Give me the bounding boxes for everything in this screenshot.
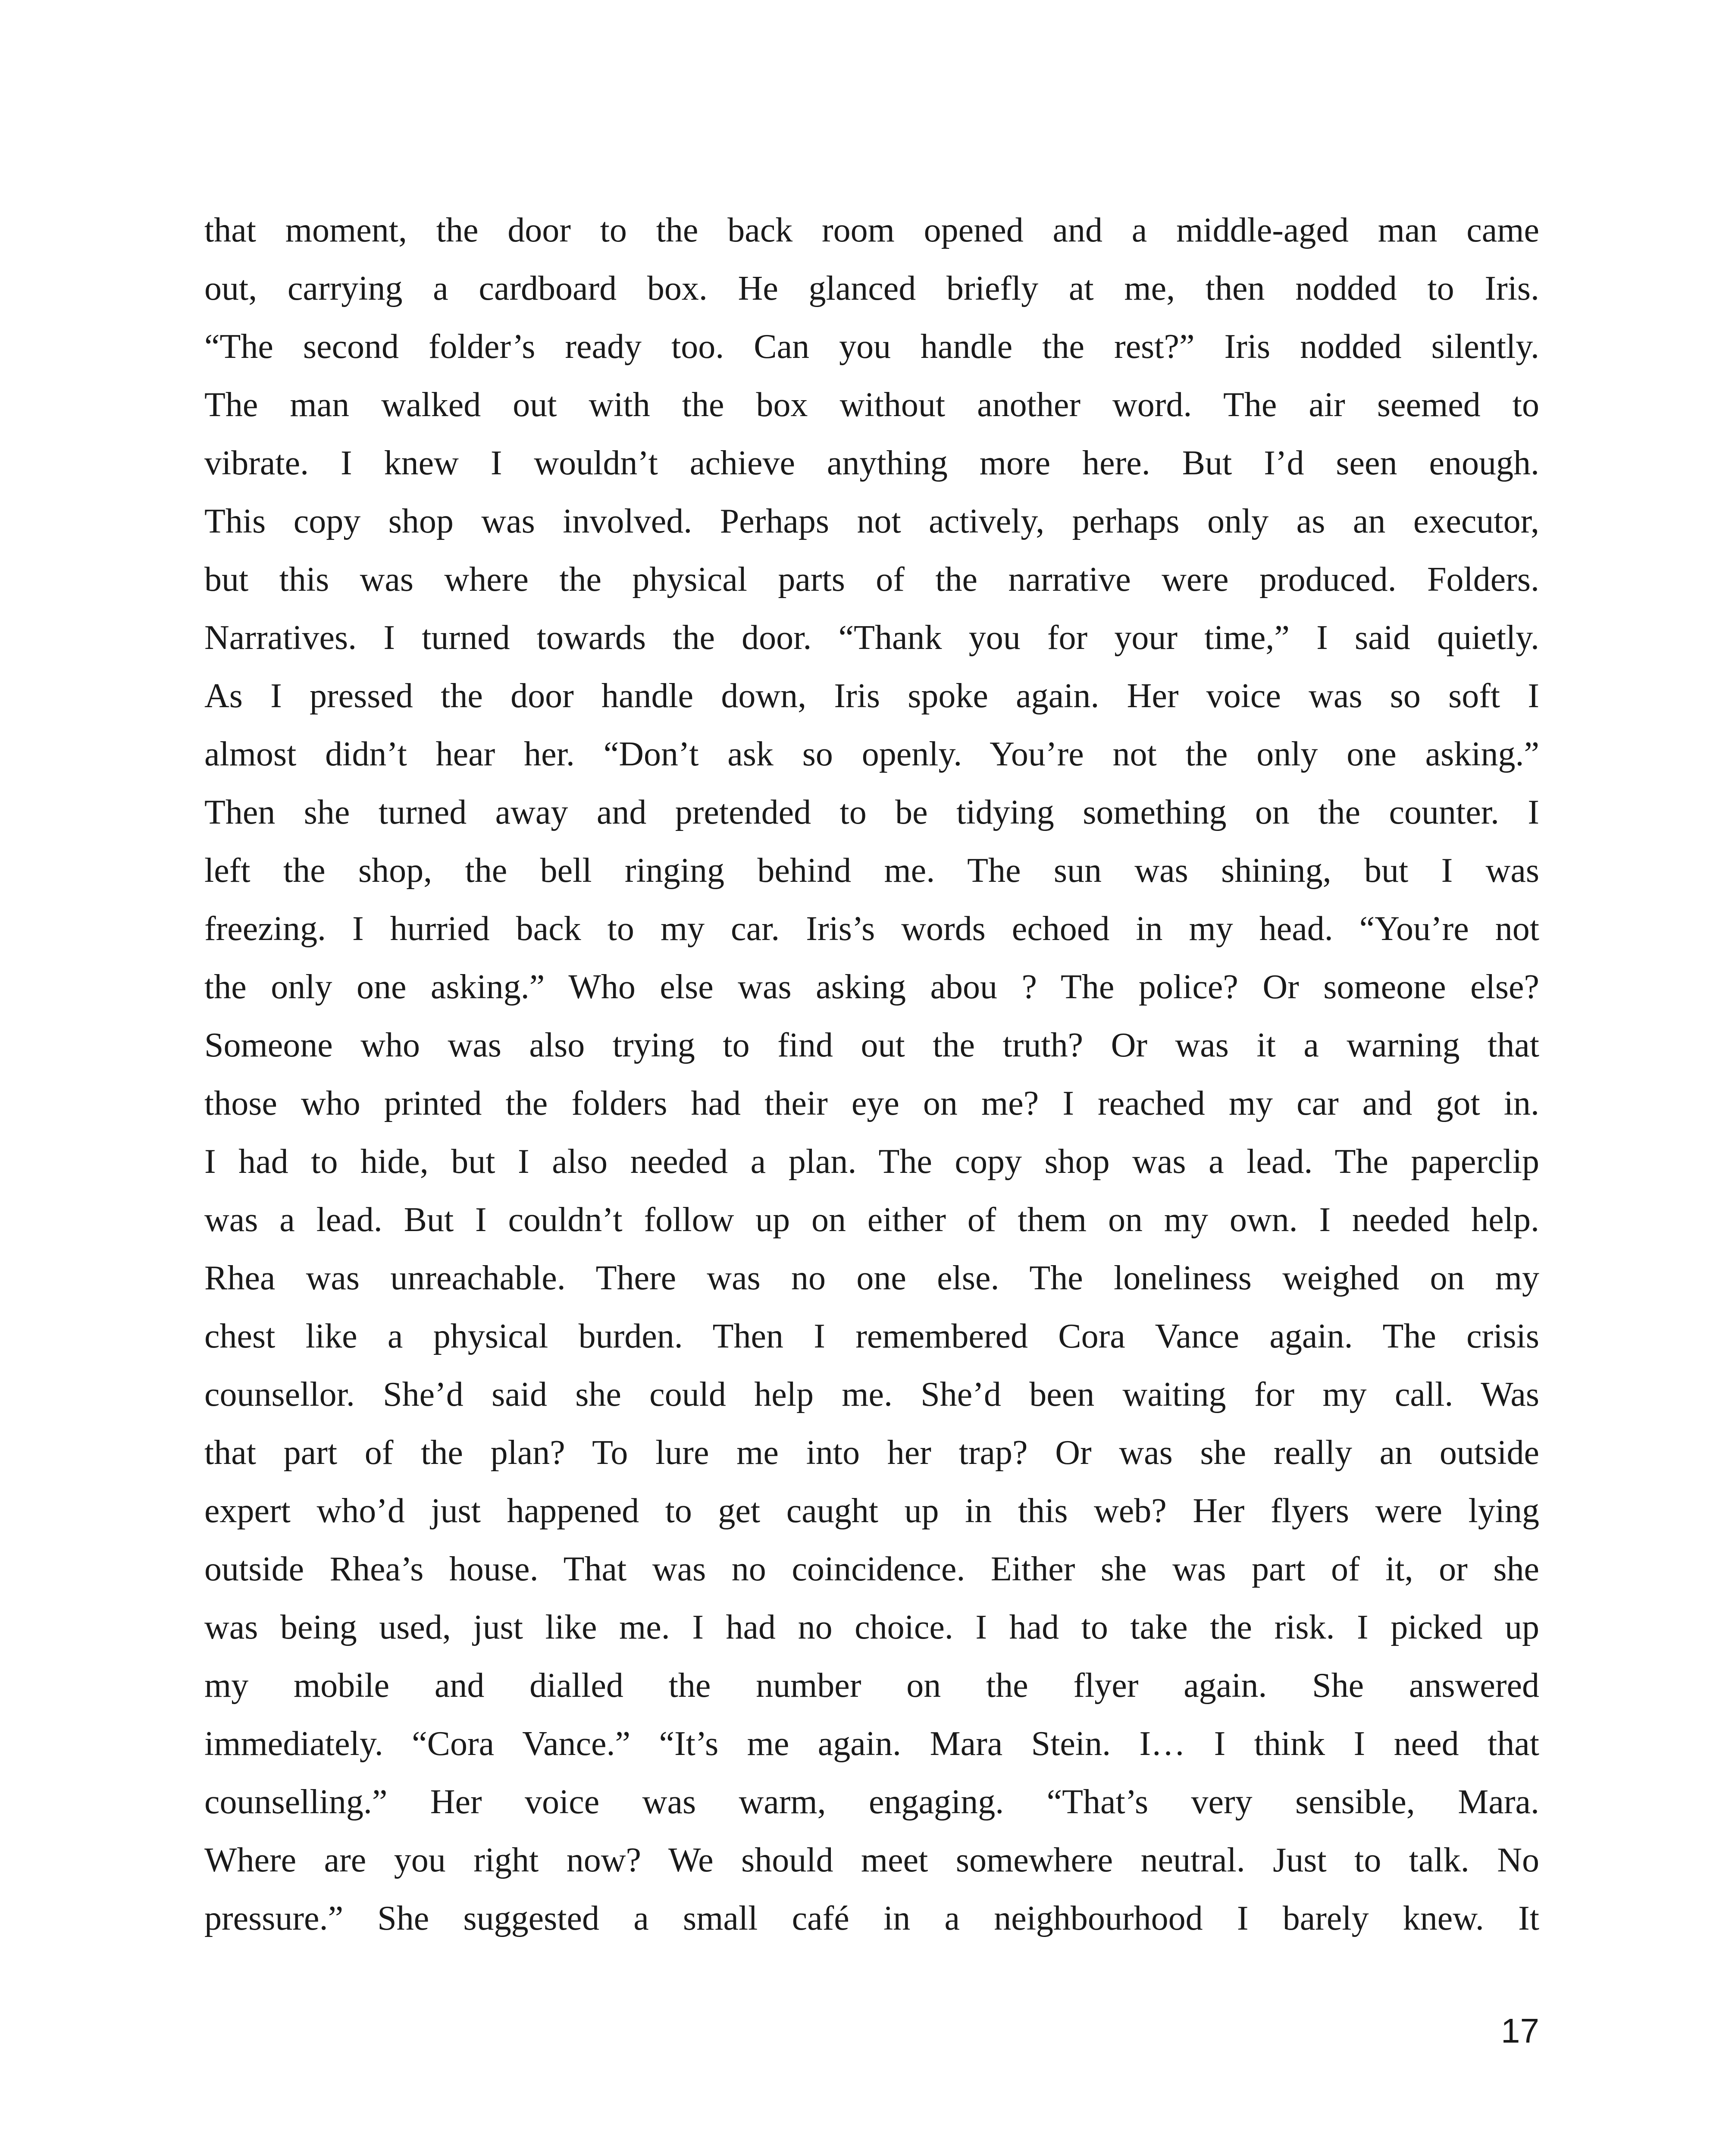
page-number: 17 [1501,2012,1539,2050]
text-line: vibrate. I knew I wouldn’t achieve anything more here. But I’d seen enough. [204,444,1539,482]
text-line: This copy shop was involved. Perhaps not actively, perhaps only as an executor, [204,502,1539,540]
text-line: chest like a physical burden. Then I remembered Cora Vance again. The crisis [204,1317,1539,1355]
text-line: As I pressed the door handle down, Iris spoke again. Her voice was so soft I [204,677,1539,715]
text-line: counsellor. She’d said she could help me. She’d been waiting for my call. Was [204,1376,1539,1413]
text-line: my mobile and dialled the number on the flyer again. She answered [204,1667,1539,1705]
text-line: counselling.” Her voice was warm, engaging. “That’s very sensible, Mara. [204,1783,1539,1821]
text-line: was a lead. But I couldn’t follow up on either of them on my own. I needed help. [204,1201,1539,1239]
text-line: left the shop, the bell ringing behind me. The sun was shining, but I was [204,852,1539,890]
text-line: but this was where the physical parts of the narrative were produced. Folders. [204,561,1539,599]
text-line: pressure.” She suggested a small café in a neighbourhood I barely knew. It [204,1899,1539,1937]
body-text [204,201,1539,1948]
text-line: I had to hide, but I also needed a plan. The copy shop was a lead. The paperclip [204,1143,1539,1181]
text-line: that part of the plan? To lure me into her trap? Or was she really an outside [204,1434,1539,1472]
text-line: immediately. “Cora Vance.” “It’s me again. Mara Stein. I… I think I need that [204,1725,1539,1763]
text-line: out, carrying a cardboard box. He glanced briefly at me, then nodded to Iris. [204,270,1539,307]
text-line: almost didn’t hear her. “Don’t ask so openly. You’re not the only one asking.” [204,735,1539,773]
text-line: “The second folder’s ready too. Can you handle the rest?” Iris nodded silently. [204,328,1539,366]
text-line: Then she turned away and pretended to be tidying something on the counter. I [204,793,1539,831]
text-line: was being used, just like me. I had no choice. I had to take the risk. I picked up [204,1608,1539,1646]
text-line: expert who’d just happened to get caught up in this web? Her flyers were lying [204,1492,1539,1530]
text-line: Narratives. I turned towards the door. “Thank you for your time,” I said quietly. [204,619,1539,657]
text-line: those who printed the folders had their eye on me? I reached my car and got in. [204,1084,1539,1122]
text-line: outside Rhea’s house. That was no coincidence. Either she was part of it, or she [204,1550,1539,1588]
text-line: Where are you right now? We should meet somewhere neutral. Just to talk. No [204,1841,1539,1879]
text-line: freezing. I hurried back to my car. Iris’s words echoed in my head. “You’re not [204,910,1539,948]
text-line: Someone who was also trying to find out the truth? Or was it a warning that [204,1026,1539,1064]
text-line: Rhea was unreachable. There was no one else. The loneliness weighed on my [204,1259,1539,1297]
text-line: The man walked out with the box without another word. The air seemed to [204,386,1539,424]
text-line: that moment, the door to the back room opened and a middle-aged man came [204,211,1539,249]
text-line: the only one asking.” Who else was asking abou ? The police? Or someone else? [204,968,1539,1006]
